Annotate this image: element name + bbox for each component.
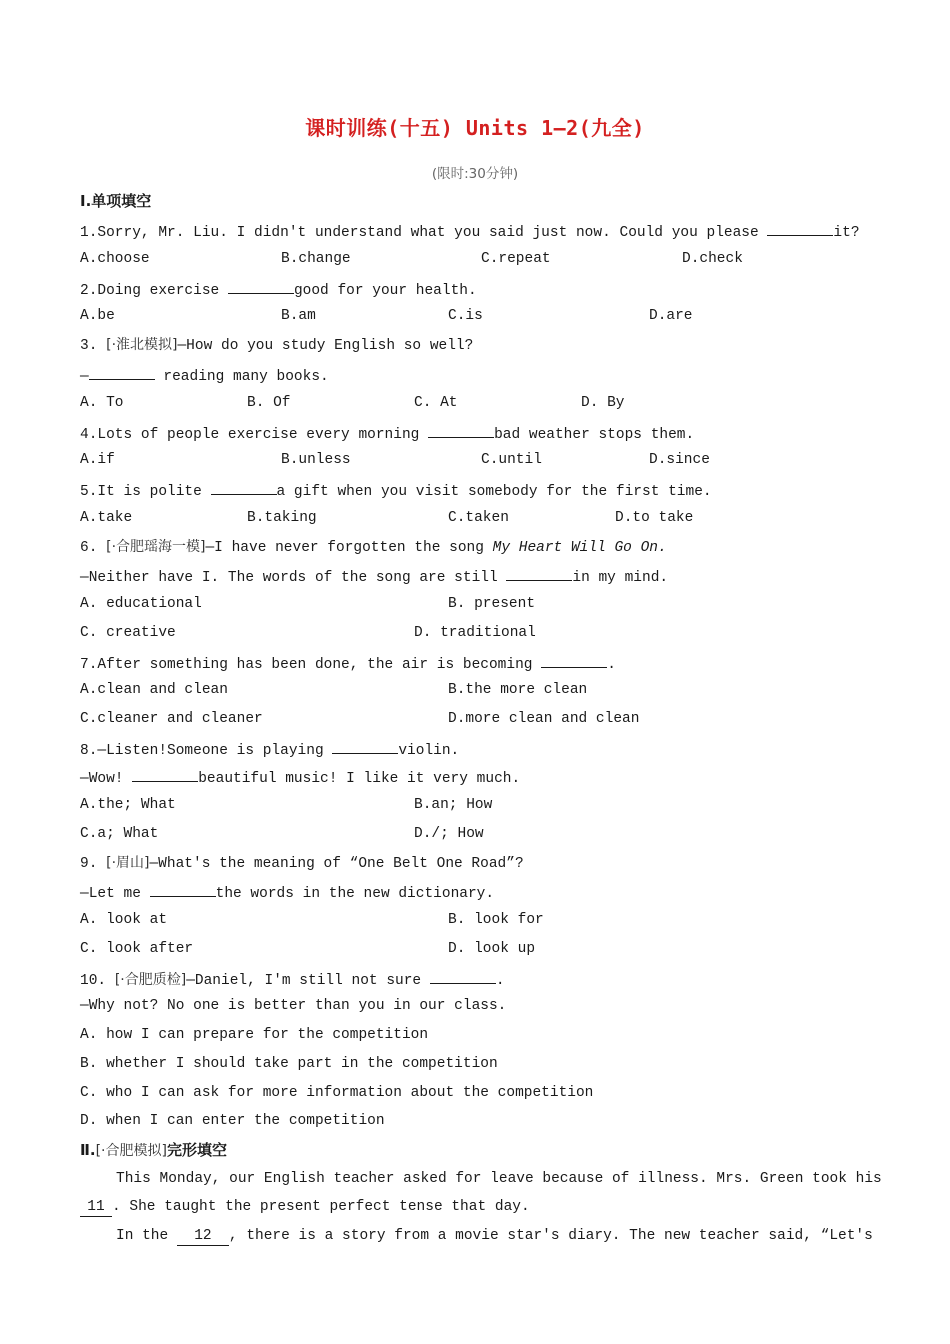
- time-limit: (限时:30分钟): [431, 166, 519, 182]
- section-1-heading: Ⅰ.单项填空: [80, 192, 152, 210]
- question-9: 9. [·眉山]—What's the meaning of “One Belt One Road”?: [80, 855, 524, 872]
- option-d: D./; How: [414, 826, 484, 842]
- option-a: A. educational: [80, 596, 202, 612]
- question-source: [·眉山]: [106, 855, 150, 871]
- option-d: D.more clean and clean: [448, 711, 640, 727]
- question-source: [·淮北模拟]: [106, 337, 178, 353]
- question-10-response: —Why not? No one is better than you in our class.: [80, 998, 507, 1014]
- option-b: B. Of: [247, 395, 291, 411]
- option-d: D. By: [581, 395, 625, 411]
- option-a: A. how I can prepare for the competition: [80, 1027, 429, 1043]
- option-a: A. To: [80, 395, 124, 411]
- option-a: A. look at: [80, 912, 168, 928]
- question-8: 8.—Listen!Someone is playing violin.: [80, 739, 459, 757]
- question-6: 6. [·合肥瑶海一模]—I have never forgotten the song My Heart Will Go On.: [80, 539, 667, 556]
- option-b: B.the more clean: [448, 682, 588, 698]
- option-c: C.until: [481, 452, 542, 468]
- answer-blank: [430, 969, 496, 984]
- option-c: C. At: [414, 395, 458, 411]
- option-c: C.repeat: [481, 251, 551, 267]
- answer-blank: [150, 882, 216, 897]
- question-8-response: —Wow! beautiful music! I like it very much.: [80, 767, 520, 785]
- option-d: D. when I can enter the competition: [80, 1113, 385, 1129]
- option-a: A.clean and clean: [80, 682, 228, 698]
- cloze-blank-12: 12: [177, 1227, 229, 1246]
- answer-blank: [228, 279, 294, 294]
- option-b: B. present: [448, 596, 536, 612]
- answer-blank: [506, 566, 572, 581]
- option-b: B.unless: [281, 452, 351, 468]
- answer-blank: [541, 653, 607, 668]
- section-2-heading: Ⅱ.[·合肥模拟]完形填空: [80, 1141, 227, 1159]
- option-c: C.cleaner and cleaner: [80, 711, 263, 727]
- answer-blank: [767, 221, 833, 236]
- option-c: C.is: [448, 308, 483, 324]
- option-d: D.check: [682, 251, 743, 267]
- question-source: [·合肥瑶海一模]: [106, 539, 206, 555]
- passage-line-2: 11 . She taught the present perfect tense that day.: [80, 1198, 530, 1216]
- question-4: 4.Lots of people exercise every morning bad weather stops them.: [80, 423, 694, 441]
- option-c: C.a; What: [80, 826, 159, 842]
- option-d: D.to take: [615, 510, 694, 526]
- question-source: [·合肥质检]: [114, 972, 187, 988]
- question-3-response: — reading many books.: [80, 365, 329, 383]
- answer-blank: [89, 365, 155, 380]
- question-6-response: —Neither have I. The words of the song are still in my mind.: [80, 566, 668, 584]
- option-c: C. look after: [80, 941, 194, 957]
- option-b: B. whether I should take part in the competition: [80, 1056, 498, 1072]
- option-b: B.change: [281, 251, 351, 267]
- option-a: A.be: [80, 308, 115, 324]
- question-10: 10. [·合肥质检]—Daniel, I'm still not sure .: [80, 969, 505, 987]
- option-a: A.if: [80, 452, 115, 468]
- option-a: A.the; What: [80, 797, 176, 813]
- answer-blank: [132, 767, 198, 782]
- song-title: My Heart Will Go On.: [492, 540, 667, 556]
- option-c: C.taken: [448, 510, 509, 526]
- cloze-blank-11: 11: [80, 1198, 112, 1217]
- option-c: C. creative: [80, 625, 176, 641]
- question-2: 2.Doing exercise good for your health.: [80, 279, 477, 297]
- option-b: B.an; How: [414, 797, 493, 813]
- option-a: A.take: [80, 510, 133, 526]
- answer-blank: [211, 480, 277, 495]
- question-3: 3. [·淮北模拟]—How do you study English so well?: [80, 337, 474, 354]
- option-d: D.since: [649, 452, 710, 468]
- option-d: D.are: [649, 308, 693, 324]
- option-b: B.taking: [247, 510, 317, 526]
- question-source: [·合肥模拟]: [95, 1143, 167, 1159]
- passage-line-3: In the 12 , there is a story from a movie star's diary. The new teacher said, “Let's: [116, 1228, 873, 1244]
- option-a: A.choose: [80, 251, 150, 267]
- option-d: D. look up: [448, 941, 536, 957]
- answer-blank: [332, 739, 398, 754]
- question-9-response: —Let me the words in the new dictionary.: [80, 882, 494, 900]
- option-c: C. who I can ask for more information about the competition: [80, 1085, 594, 1101]
- option-b: B. look for: [448, 912, 544, 928]
- option-d: D. traditional: [414, 625, 536, 641]
- answer-blank: [428, 423, 494, 438]
- question-1: 1.Sorry, Mr. Liu. I didn't understand what you said just now. Could you please it?: [80, 221, 860, 239]
- question-7: 7.After something has been done, the air is becoming .: [80, 653, 616, 671]
- question-5: 5.It is polite a gift when you visit somebody for the first time.: [80, 480, 712, 498]
- passage-line-1: This Monday, our English teacher asked for leave because of illness. Mrs. Green took his: [116, 1171, 882, 1187]
- page-title: 课时训练(十五) Units 1—2(九全): [305, 116, 645, 140]
- option-b: B.am: [281, 308, 316, 324]
